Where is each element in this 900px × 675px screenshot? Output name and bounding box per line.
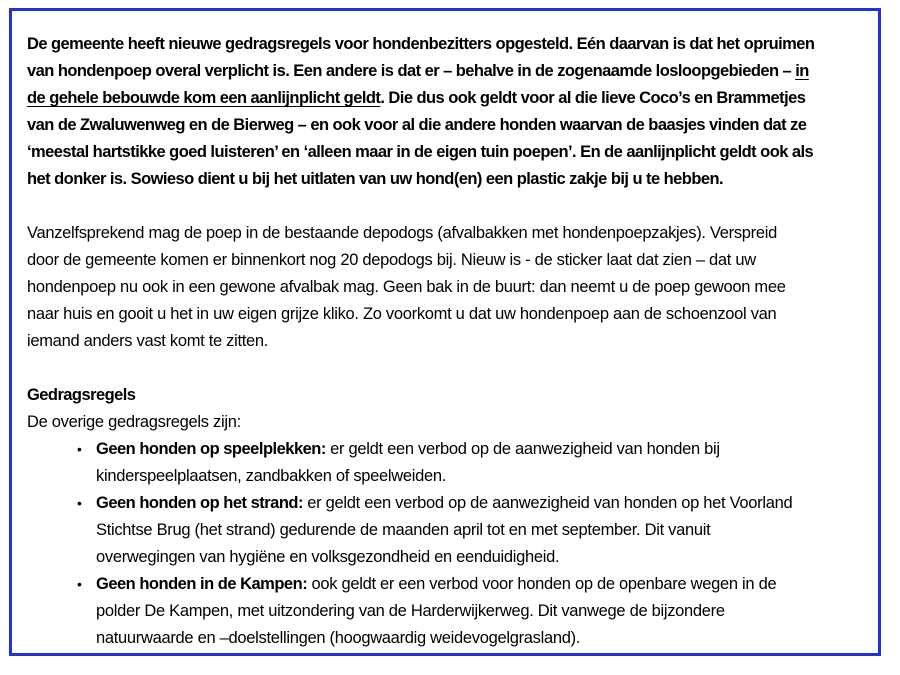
text-run: ‘meestal hartstikke goed luisteren’ en ‘alleen maar in de eigen tuin poepen’. En de aanlijnplicht geldt ook als [27, 143, 814, 161]
text-run: iemand anders vast komt te zitten. [27, 332, 269, 350]
text-run: ook geldt er een verbod voor honden op de openbare wegen in de [307, 575, 777, 593]
text-run: . Die dus ook geldt voor al die lieve Coco’s en Brammetjes [380, 89, 806, 107]
text-run: polder De Kampen, met uitzondering van de Harderwijkerweg. Dit vanwege de bijzondere [96, 602, 725, 620]
blank-line [27, 193, 870, 220]
text-run: De overige gedragsregels zijn: [27, 413, 241, 431]
depodogs-paragraph-line [27, 247, 870, 274]
section-heading-line [27, 382, 870, 409]
list-item-line [27, 517, 870, 544]
text-run: Vanzelfsprekend mag de poep in de bestaande depodogs (afvalbakken met hondenpoepzakjes). Verspreid [27, 224, 778, 242]
text-run: Geen honden op het strand: [96, 494, 304, 512]
text-run: door de gemeente komen er binnenkort nog 20 depodogs bij. Nieuw is - de sticker laat dat zien – dat uw [27, 251, 756, 269]
text-run: kinderspeelplaatsen, zandbakken of speelweiden. [96, 467, 447, 485]
intro-paragraph-line [27, 139, 870, 166]
text-run: Stichtse Brug (het strand) gedurende de maanden april tot en met september. Dit vanuit [96, 521, 711, 539]
intro-paragraph-line [27, 58, 870, 85]
text-run: Geen honden op speelplekken: [96, 440, 326, 458]
depodogs-paragraph-line [27, 220, 870, 247]
text-run: De gemeente heeft nieuwe gedragsregels voor hondenbezitters opgesteld. Eén daarvan is dat het opruimen [27, 35, 815, 53]
text-run: er geldt een verbod op de aanwezigheid van honden bij [325, 440, 720, 458]
depodogs-paragraph-line [27, 274, 870, 301]
text-run: hondenpoep nu ook in een gewone afvalbak mag. Geen bak in de buurt: dan neemt u de poep gewoon mee [27, 278, 786, 296]
text-run: er geldt een verbod op de aanwezigheid van honden op het Voorland [303, 494, 793, 512]
depodogs-paragraph-line [27, 328, 870, 355]
list-item-line [27, 625, 870, 652]
list-item-line [27, 598, 870, 625]
text-run: in [795, 62, 809, 80]
text-run: van de Zwaluwenweg en de Bierweg – en ook voor al die andere honden waarvan de baasjes vinden dat ze [27, 116, 807, 134]
list-item-line [27, 544, 870, 571]
list-intro-line [27, 409, 870, 436]
list-item-line [27, 571, 870, 598]
blank-line [27, 355, 870, 382]
text-run: natuurwaarde en –doelstellingen (hoogwaardig weidevogelgrasland). [96, 629, 581, 647]
text-run: Geen honden in de Kampen: [96, 575, 308, 593]
bullet-icon: • [77, 441, 82, 457]
bullet-icon: • [77, 576, 82, 592]
intro-paragraph-line [27, 85, 870, 112]
list-item-line [27, 463, 870, 490]
document-content [12, 11, 878, 652]
document-frame [9, 8, 881, 656]
intro-paragraph-line [27, 31, 870, 58]
intro-paragraph-line [27, 166, 870, 193]
list-item-line [27, 436, 870, 463]
bullet-icon: • [77, 495, 82, 511]
text-run: naar huis en gooit u het in uw eigen grijze kliko. Zo voorkomt u dat uw hondenpoep aan de schoenzool van [27, 305, 777, 323]
text-run: het donker is. Sowieso dient u bij het uitlaten van uw hond(en) een plastic zakje bij u te hebben. [27, 170, 724, 188]
text-run: Gedragsregels [27, 386, 136, 404]
text-run: van hondenpoep overal verplicht is. Een andere is dat er – behalve in de zogenaamde losloopgebieden – [27, 62, 796, 80]
depodogs-paragraph-line [27, 301, 870, 328]
list-item-line [27, 490, 870, 517]
text-run: de gehele bebouwde kom een aanlijnplicht geldt [27, 89, 381, 107]
text-run: overwegingen van hygiëne en volksgezondheid en eenduidigheid. [96, 548, 560, 566]
intro-paragraph-line [27, 112, 870, 139]
